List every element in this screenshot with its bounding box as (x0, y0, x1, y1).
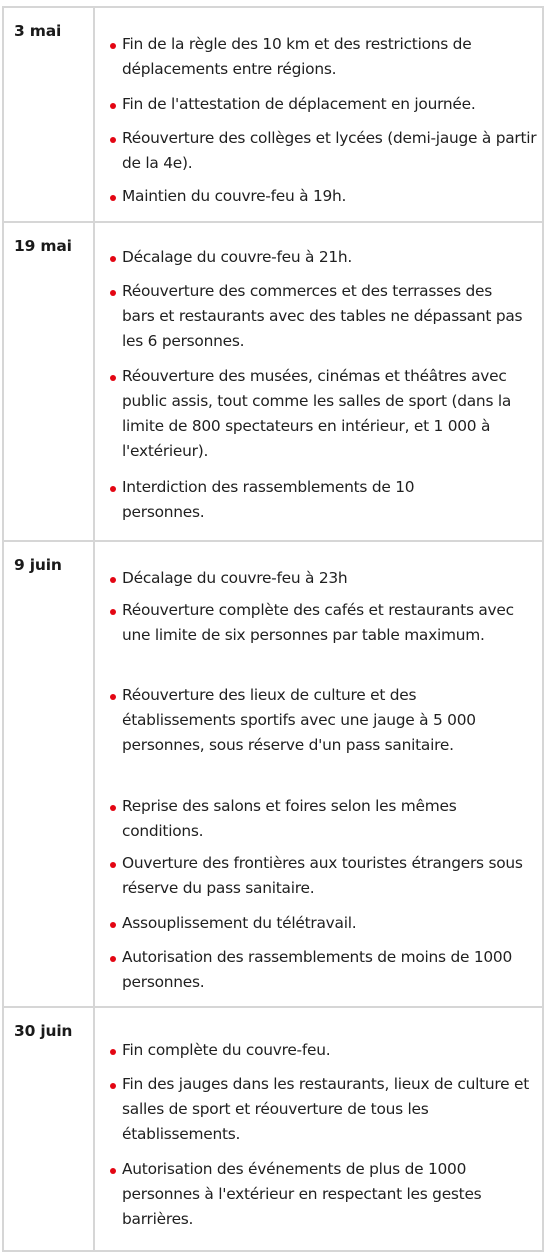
bullet-icon (110, 137, 116, 143)
bullet-icon (110, 922, 116, 928)
column-divider (93, 1008, 95, 1250)
bullet-icon (110, 195, 116, 201)
bullet-icon (110, 103, 116, 109)
list-item: Fin des jauges dans les restaurants, lieux de culture et salles de sport et réouverture de tous les établissements. (108, 1072, 538, 1147)
bullet-icon (110, 375, 116, 381)
bullet-icon (110, 609, 116, 615)
list-item: Décalage du couvre-feu à 21h. (108, 245, 538, 270)
list-item: Fin de la règle des 10 km et des restrictions de déplacements entre régions. (108, 32, 532, 82)
table-row (2, 223, 544, 542)
bullet-icon (110, 805, 116, 811)
list-item: Assouplissement du télétravail. (108, 911, 538, 936)
list-item: Fin complète du couvre-feu. (108, 1038, 538, 1063)
bullet-icon (110, 43, 116, 49)
row-date: 3 mai (14, 22, 62, 40)
list-item: Reprise des salons et foires selon les mêmes conditions. (108, 794, 532, 844)
list-item: Réouverture des collèges et lycées (demi-jauge à partir de la 4e). (108, 126, 540, 176)
column-divider (93, 542, 95, 1006)
row-date: 9 juin (14, 556, 62, 574)
column-divider (93, 223, 95, 540)
list-item: Fin de l'attestation de déplacement en journée. (108, 92, 538, 117)
bullet-icon (110, 577, 116, 583)
bullet-icon (110, 956, 116, 962)
bullet-icon (110, 1083, 116, 1089)
list-item: Ouverture des frontières aux touristes étrangers sous réserve du pass sanitaire. (108, 851, 538, 901)
table-row (2, 6, 544, 223)
list-item: Réouverture des lieux de culture et des établissements sportifs avec une jauge à 5 000 personnes, sous réserve d'un pass sanitaire. (108, 683, 522, 758)
list-item: Réouverture des musées, cinémas et théâtres avec public assis, tout comme les salles de sport (dans la limite de 800 spectateurs en intérieur, et 1 000 à l'extérieur). (108, 364, 527, 464)
bullet-icon (110, 1168, 116, 1174)
table-row (2, 542, 544, 1008)
list-item: Réouverture des commerces et des terrasses des bars et restaurants avec des tables ne dépassant pas les 6 personnes. (108, 279, 527, 354)
bullet-icon (110, 290, 116, 296)
table-row (2, 1008, 544, 1252)
list-item: Autorisation des rassemblements de moins de 1000 personnes. (108, 945, 538, 995)
row-date: 30 juin (14, 1022, 73, 1040)
bullet-icon (110, 862, 116, 868)
row-date: 19 mai (14, 237, 72, 255)
bullet-icon (110, 1049, 116, 1055)
bullet-icon (110, 694, 116, 700)
list-item: Décalage du couvre-feu à 23h (108, 566, 538, 591)
list-item: Maintien du couvre-feu à 19h. (108, 184, 538, 209)
column-divider (93, 8, 95, 221)
list-item: Réouverture complète des cafés et restaurants avec une limite de six personnes par table maximum. (108, 598, 542, 648)
bullet-icon (110, 256, 116, 262)
list-item: Autorisation des événements de plus de 1000 personnes à l'extérieur en respectant les gestes barrières. (108, 1157, 527, 1232)
list-item: Interdiction des rassemblements de 10 personnes. (108, 475, 444, 525)
bullet-icon (110, 486, 116, 492)
